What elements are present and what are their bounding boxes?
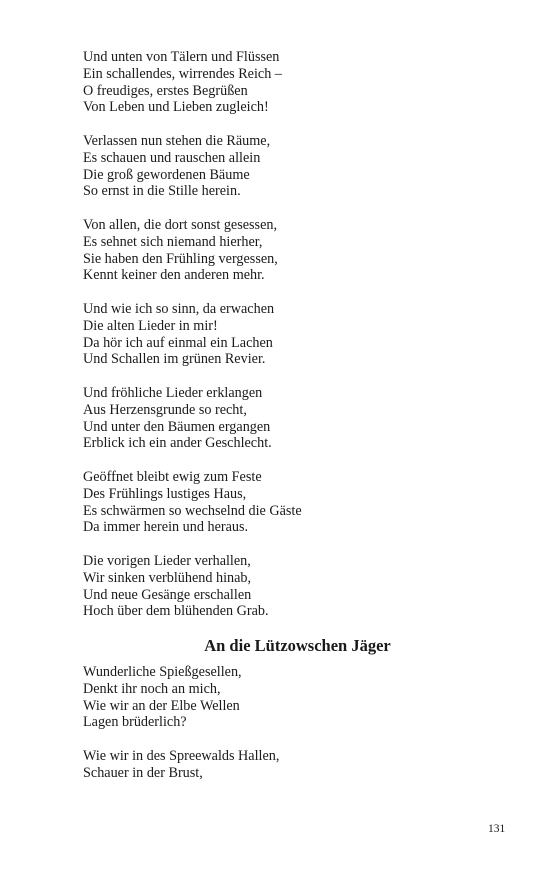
verse-line: O freudiges, erstes Begrüßen [83,82,248,99]
verse-line: Und neue Gesänge erschallen [83,586,252,603]
verse-line: Denkt ihr noch an mich, [83,680,221,697]
verse-line: Und fröhliche Lieder erklangen [83,384,263,401]
verse-line: Da hör ich auf einmal ein Lachen [83,334,273,351]
verse-line: Von allen, die dort sonst gesessen, [83,216,278,233]
stanza [83,301,513,368]
verse-line: Und unten von Tälern und Flüssen [83,49,280,65]
poem-1 [83,49,513,620]
stanza [83,748,513,782]
poem-title: An die Lützowschen Jäger [204,636,391,656]
stanza [83,664,513,731]
verse-line: Wie wir an der Elbe Wellen [83,697,240,714]
verse-line: Wunderliche Spießgesellen, [83,664,242,681]
verse-line: Es sehnet sich niemand hierher, [83,233,263,250]
stanza [83,217,513,284]
verse-line: Es schwärmen so wechselnd die Gäste [83,502,302,519]
verse-line: Wie wir in des Spreewalds Hallen, [83,748,280,765]
verse-line: Schauer in der Brust, [83,764,203,781]
verse-line: Aus Herzensgrunde so recht, [83,401,247,418]
page-number: 131 [488,823,506,835]
verse-line: Wir sinken verblühend hinab, [83,569,252,586]
stanza [83,553,513,620]
verse-line: Verlassen nun stehen die Räume, [83,132,271,149]
verse-line: Und Schallen im grünen Revier. [83,351,266,368]
stanza [83,49,513,116]
verse-line: Und wie ich so sinn, da erwachen [83,300,275,317]
verse-line: So ernst in die Stille herein. [83,183,241,200]
page-body [83,49,513,798]
poem-2 [83,664,513,782]
verse-line: Von Leben und Lieben zugleich! [83,99,269,116]
verse-line: Die groß gewordenen Bäume [83,166,250,183]
verse-line: Des Frühlings lustiges Haus, [83,485,247,502]
verse-line: Kennt keiner den anderen mehr. [83,267,265,284]
verse-line: Die alten Lieder in mir! [83,317,218,334]
verse-line: Da immer herein und heraus. [83,519,249,536]
verse-line: Ein schallendes, wirrendes Reich – [83,65,282,82]
verse-line: Die vorigen Lieder verhallen, [83,552,251,569]
verse-line: Es schauen und rauschen allein [83,149,261,166]
verse-line: Lagen brüderlich? [83,714,187,731]
verse-line: Geöffnet bleibt ewig zum Feste [83,468,262,485]
stanza [83,469,513,536]
stanza [83,385,513,452]
stanza [83,133,513,200]
verse-line: Sie haben den Frühling vergessen, [83,250,278,267]
verse-line: Hoch über dem blühenden Grab. [83,603,269,620]
verse-line: Und unter den Bäumen ergangen [83,418,271,435]
verse-line: Erblick ich ein ander Geschlecht. [83,435,272,452]
